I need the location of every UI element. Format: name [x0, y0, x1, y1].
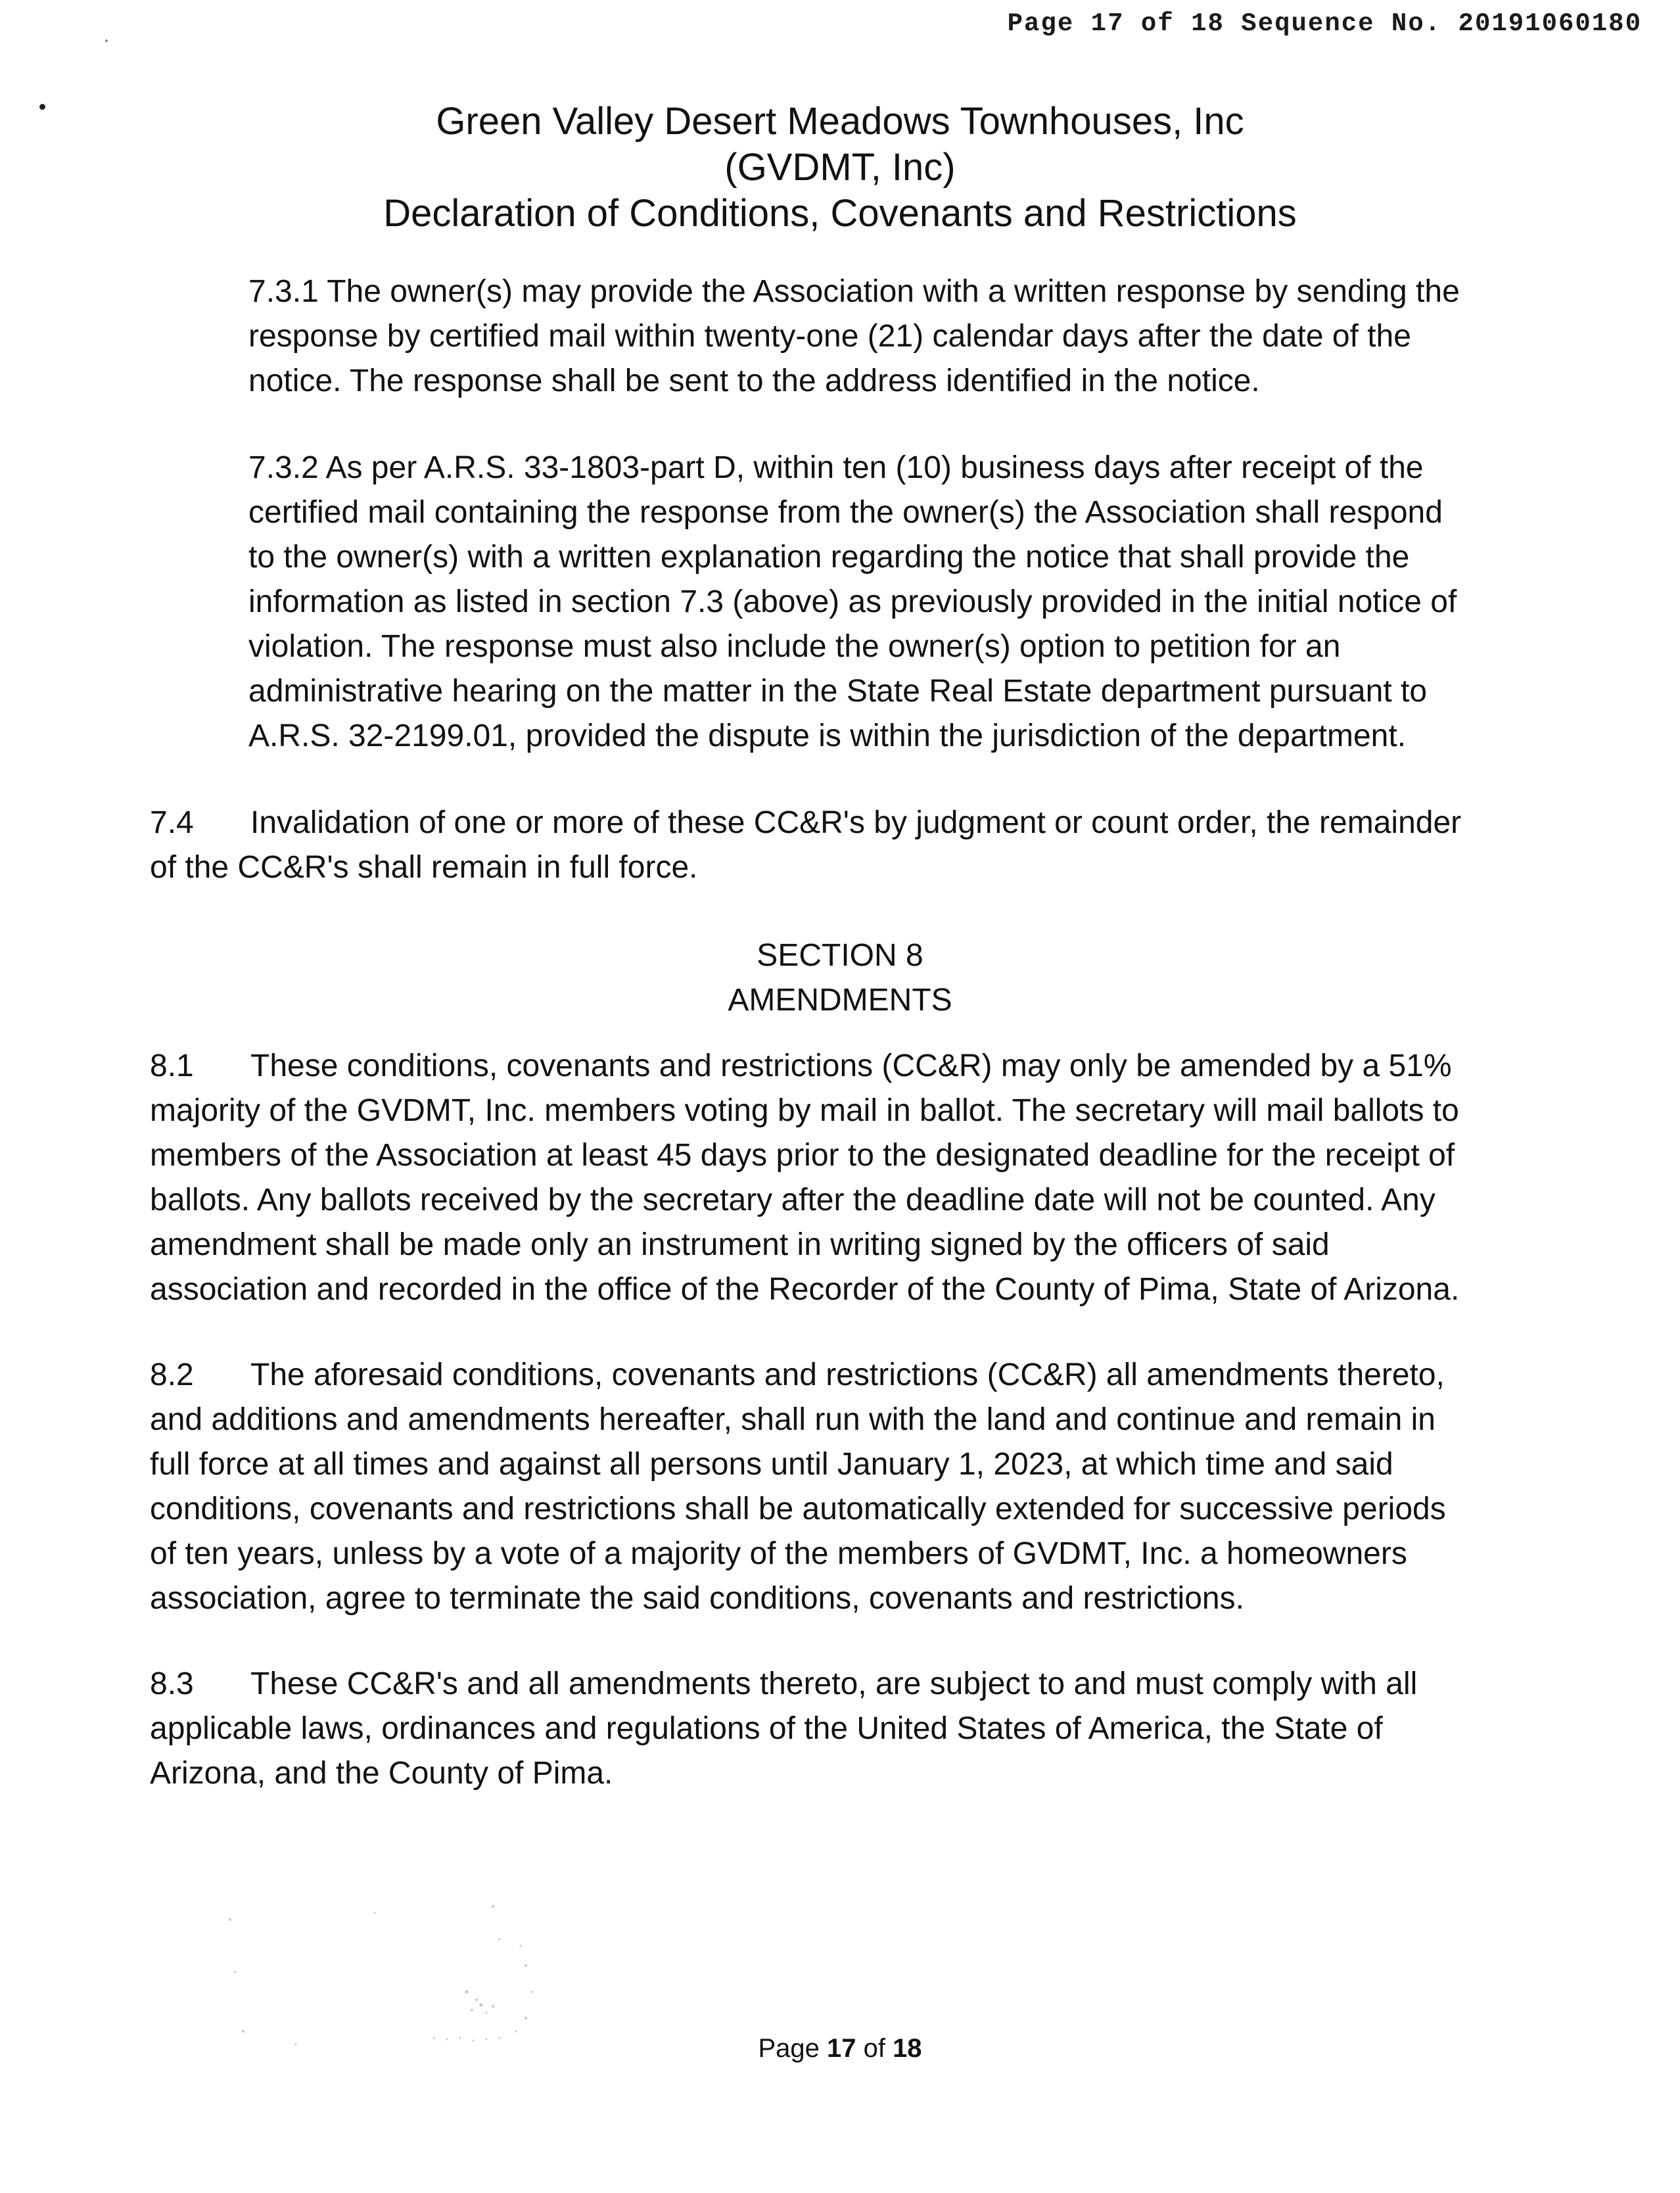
paragraph-text: These CC&R's and all amendments thereto, are subject to and must comply with all — [250, 1666, 1418, 1701]
paragraph-7-4 — [150, 801, 1556, 890]
paragraph-line: 7.3.1 The owner(s) may provide the Association with a written response by sending the — [248, 274, 1460, 309]
paragraph-line: information as listed in section 7.3 (above) as previously provided in the initial notice of — [248, 584, 1457, 619]
paragraph-line: administrative hearing on the matter in the State Real Estate department pursuant to — [248, 674, 1428, 709]
footer-separator: of — [856, 2034, 893, 2063]
paragraph-line — [150, 1662, 1556, 1707]
document-header — [0, 99, 1680, 237]
paragraph-line: of the CC&R's shall remain in full force. — [150, 850, 698, 885]
paragraph-number: 7.4 — [150, 805, 194, 840]
header-abbreviation: (GVDMT, Inc) — [724, 146, 956, 189]
paragraph-8-2 — [150, 1353, 1556, 1621]
paragraph-line: applicable laws, ordinances and regulations of the United States of America, the State of — [150, 1711, 1383, 1746]
paragraph-line: ballots. Any ballots received by the secretary after the deadline date will not be counted. Any — [150, 1183, 1435, 1217]
paragraph-line: response by certified mail within twenty-one (21) calendar days after the date of the — [248, 319, 1411, 354]
paragraph-line: 7.3.2 As per A.R.S. 33-1803-part D, within ten (10) business days after receipt of the — [248, 450, 1424, 485]
paragraph-line: notice. The response shall be sent to the address identified in the notice. — [248, 364, 1260, 398]
paragraph-line: Arizona, and the County of Pima. — [150, 1756, 613, 1791]
paragraph-line: A.R.S. 32-2199.01, provided the dispute is within the jurisdiction of the department. — [248, 719, 1407, 753]
paragraph-line: certified mail containing the response from the owner(s) the Association shall respond — [248, 495, 1443, 530]
footer-prefix: Page — [758, 2034, 827, 2063]
paragraph-7-3-1 — [248, 270, 1550, 404]
section-number: SECTION 8 — [757, 938, 923, 973]
paragraph-line — [150, 801, 1556, 845]
section-title: AMENDMENTS — [728, 983, 952, 1018]
paragraph-text: Invalidation of one or more of these CC&R's by judgment or count order, the remainder — [250, 805, 1462, 840]
footer-current-page: 17 — [826, 2034, 856, 2063]
paragraph-line — [150, 1353, 1556, 1398]
paragraph-line: members of the Association at least 45 days prior to the designated deadline for the receipt of — [150, 1138, 1455, 1173]
section-heading — [0, 933, 1680, 1023]
header-association-name: Green Valley Desert Meadows Townhouses, Inc — [436, 100, 1244, 143]
paragraph-8-3 — [150, 1662, 1556, 1796]
paragraph-number: 8.1 — [150, 1049, 194, 1083]
paragraph-line: majority of the GVDMT, Inc. members voting by mail in ballot. The secretary will mail ballots to — [150, 1093, 1459, 1128]
recording-stamp: Page 17 of 18 Sequence No. 20191060180 — [1007, 9, 1642, 38]
paragraph-line — [150, 1044, 1556, 1089]
paragraph-line: full force at all times and against all persons until January 1, 2023, at which time and said — [150, 1447, 1393, 1482]
paragraph-line: and additions and amendments hereafter, shall run with the land and continue and remain in — [150, 1402, 1435, 1437]
page-footer — [0, 2034, 1680, 2063]
paragraph-line: conditions, covenants and restrictions shall be automatically extended for successive periods — [150, 1492, 1446, 1526]
paragraph-line: to the owner(s) with a written explanation regarding the notice that shall provide the — [248, 540, 1410, 575]
paragraph-line: amendment shall be made only an instrument in writing signed by the officers of said — [150, 1227, 1330, 1262]
paragraph-line: of ten years, unless by a vote of a majority of the members of GVDMT, Inc. a homeowners — [150, 1536, 1407, 1571]
footer-total-pages: 18 — [893, 2034, 922, 2063]
paragraph-number: 8.2 — [150, 1357, 194, 1392]
paragraph-number: 8.3 — [150, 1666, 194, 1701]
paragraph-text: These conditions, covenants and restrictions (CC&R) may only be amended by a 51% — [250, 1049, 1452, 1083]
paragraph-line: violation. The response must also include the owner(s) option to petition for an — [248, 629, 1341, 664]
paragraph-8-1 — [150, 1044, 1556, 1312]
header-document-title: Declaration of Conditions, Covenants and Restrictions — [383, 192, 1297, 235]
paragraph-line: association and recorded in the office of the Recorder of the County of Pima, State of Arizona. — [150, 1272, 1460, 1307]
scan-speck — [105, 39, 108, 42]
paragraph-7-3-2 — [248, 446, 1550, 759]
paragraph-line: association, agree to terminate the said conditions, covenants and restrictions. — [150, 1581, 1244, 1616]
paragraph-text: The aforesaid conditions, covenants and restrictions (CC&R) all amendments thereto, — [250, 1357, 1445, 1392]
